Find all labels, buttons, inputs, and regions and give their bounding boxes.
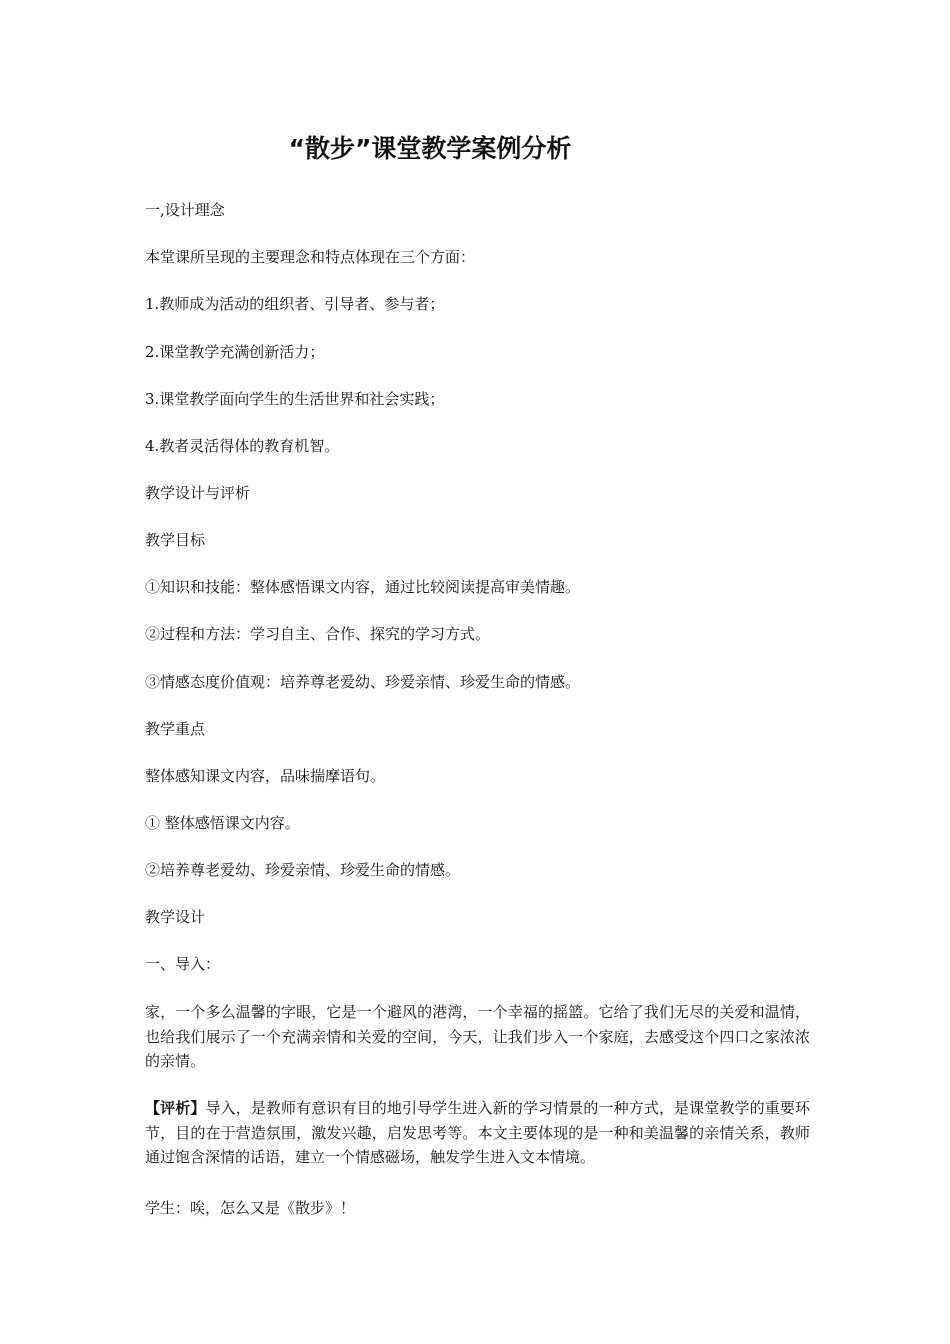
concept-point-1: 1.教师成为活动的组织者、引导者、参与者； — [145, 295, 445, 313]
import-heading: 一、导入： — [145, 955, 221, 973]
student-line: 学生：唉，怎么又是《散步》！ — [145, 1199, 356, 1217]
concept-point-4: 4.教者灵活得体的教育机智。 — [145, 437, 340, 455]
goal-item-3: ③情感态度价值观：培养尊老爱幼、珍爱亲情、珍爱生命的情感。 — [145, 673, 581, 691]
document-title: “散步”课堂教学案例分析 — [288, 134, 572, 163]
intro-text: 本堂课所呈现的主要理念和特点体现在三个方面： — [145, 248, 476, 266]
comment-paragraph — [145, 1096, 810, 1170]
comment-label: 【评析】 — [145, 1099, 206, 1117]
goal-item-2: ②过程和方法：学习自主、合作、探究的学习方式。 — [145, 625, 491, 643]
concept-point-2: 2.课堂教学充满创新活力； — [145, 343, 325, 361]
key-points-text: 整体感知课文内容，品味揣摩语句。 — [145, 767, 386, 785]
section-heading-design-concept: 一,设计理念 — [145, 201, 225, 219]
comment-text: 导入，是教师有意识有目的地引导学生进入新的学习情景的一种方式，是课堂教学的重要环节，目的在于营造氛围，激发兴趣，启发思考等。本文主要体现的是一种和美温馨的亲情关系，教师通过饱含深情的话语，建立一个情感磁场，触发学生进入文本情境。 — [145, 1099, 810, 1166]
goal-item-1: ①知识和技能：整体感悟课文内容，通过比较阅读提高审美情趣。 — [145, 578, 581, 596]
key-point-item-2: ②培养尊老爱幼、珍爱亲情、珍爱生命的情感。 — [145, 861, 461, 879]
concept-point-3: 3.课堂教学面向学生的生活世界和社会实践； — [145, 390, 445, 408]
teaching-design-heading: 教学设计 — [145, 908, 206, 926]
key-point-item-1: ① 整体感悟课文内容。 — [145, 814, 300, 832]
import-paragraph: 家，一个多么温馨的字眼，它是一个避风的港湾，一个幸福的摇篮。它给了我们无尽的关爱和温情，也给我们展示了一个充满亲情和关爱的空间，今天，让我们步入一个家庭，去感受这个四口之家浓浓的亲情。 — [145, 1003, 810, 1070]
key-points-heading: 教学重点 — [145, 720, 206, 738]
design-evaluation-heading: 教学设计与评析 — [145, 484, 251, 502]
goals-heading: 教学目标 — [145, 531, 206, 549]
